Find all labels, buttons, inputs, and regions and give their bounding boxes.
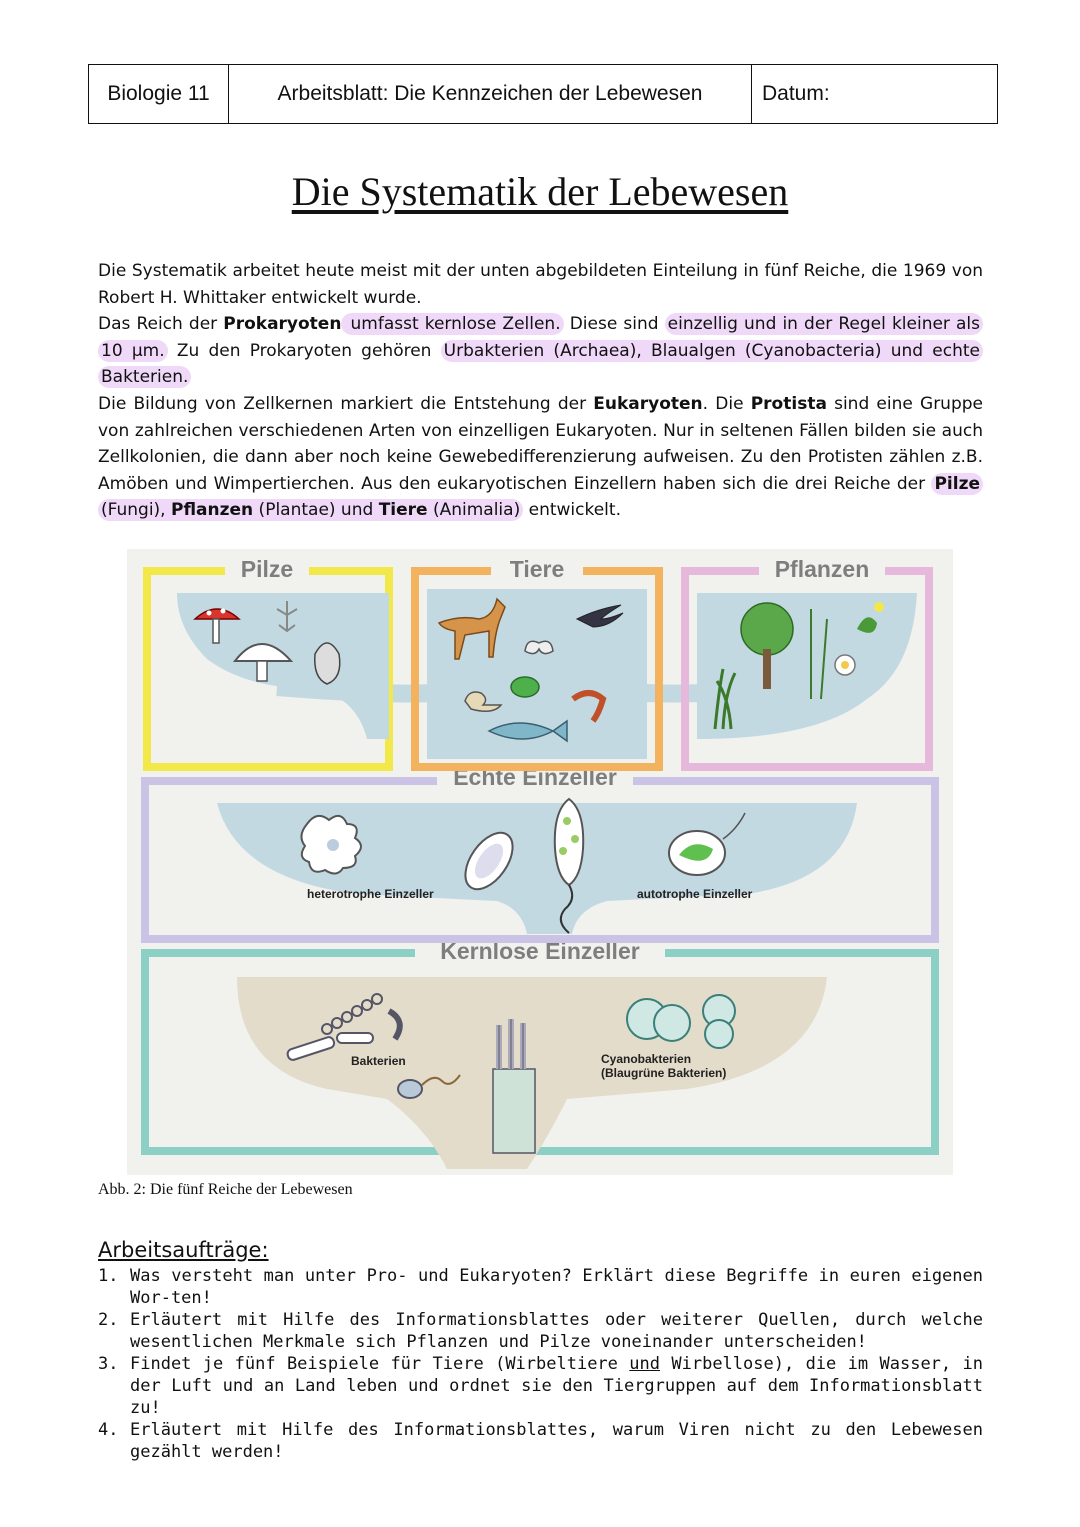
- tasks-list: [98, 1265, 983, 1463]
- term-pflanzen: Pflanzen: [170, 500, 254, 521]
- term-pilze: Pilze: [934, 473, 980, 494]
- term-eukaryoten: Eukaryoten: [593, 393, 703, 414]
- worksheet-title: Arbeitsblatt: Die Kennzeichen der Lebewesen: [277, 82, 703, 105]
- subject-cell: [89, 65, 229, 123]
- task-number: 2.: [98, 1310, 119, 1330]
- intro-paragraph-1: Die Systematik arbeitet heute meist mit der unten abgebildeten Einteilung in fünf Reiche, die 1969 von Robert H. Whittaker entwickelt wurde.: [98, 261, 983, 308]
- p2-text-1: Das Reich der: [98, 314, 224, 335]
- p2-text-2: Diese sind: [563, 314, 665, 335]
- tasks-heading: Arbeitsaufträge:: [98, 1238, 269, 1262]
- date-cell: [752, 65, 997, 123]
- task-3-part-a: Findet je fünf Beispiele für Tiere (Wirbeltiere: [130, 1354, 630, 1374]
- task-3-underlined: und: [629, 1354, 660, 1374]
- figure-caption: Abb. 2: Die fünf Reiche der Lebewesen: [98, 1181, 353, 1198]
- task-number: 3.: [98, 1354, 119, 1374]
- label-cyano-1: Cyanobakterien: [601, 1052, 692, 1066]
- page-title: Die Systematik der Lebewesen: [291, 169, 789, 214]
- p2-text-3: Zu den Prokaryoten gehören: [167, 340, 441, 361]
- p3-text-5: (Plantae) und: [253, 500, 379, 521]
- task-item: [98, 1265, 983, 1309]
- p3-text-6: (Animalia): [427, 500, 521, 521]
- task-number: 1.: [98, 1266, 119, 1286]
- term-tiere: Tiere: [378, 500, 428, 521]
- subject-text: Biologie 11: [107, 82, 210, 105]
- term-prokaryoten: Prokaryoten: [223, 314, 342, 335]
- p3-text-1: Die Bildung von Zellkernen markiert die Entstehung der: [98, 393, 594, 414]
- task-text: [130, 1353, 983, 1419]
- label-prokaryotes: Kernlose Einzeller: [440, 938, 640, 964]
- intro-text: [98, 258, 983, 524]
- label-plants: Pflanzen: [774, 556, 870, 582]
- task-3-part-b: Wirbellose), die im Wasser, in der Luft und an Land leben und ordnet sie den Tiergruppen auf dem Informationsblatt zu!: [130, 1354, 983, 1418]
- label-cyano-2: (Blaugrüne Bakterien): [601, 1066, 727, 1080]
- highlight-groups: Urbakterien (Archaea), Blaualgen (Cyanobacteria) und echte Bakterien.: [98, 340, 983, 389]
- label-fungi: Pilze: [240, 556, 294, 582]
- label-animals: Tiere: [509, 556, 565, 582]
- label-bacteria: Bakterien: [351, 1054, 406, 1068]
- task-item: [98, 1309, 983, 1353]
- task-item: [98, 1353, 983, 1419]
- task-item: [98, 1419, 983, 1463]
- label-autotrophic: autotrophe Einzeller: [637, 887, 753, 901]
- task-text: Erläutert mit Hilfe des Informationsblattes oder weiterer Quellen, durch welche wesentlichen Merkmale sich Pflanzen und Pilze voneinander unterscheiden!: [130, 1310, 983, 1352]
- term-protista: Protista: [750, 393, 827, 414]
- five-kingdoms-figure: [127, 549, 953, 1175]
- amoeba-icon: [301, 816, 361, 874]
- date-label: Datum:: [762, 82, 830, 105]
- p3-text-2: . Die: [702, 393, 751, 414]
- header-table: [88, 64, 998, 124]
- label-protists: Echte Einzeller: [453, 764, 617, 790]
- label-heterotrophic: heterotrophe Einzeller: [307, 887, 434, 901]
- worksheet-cell: [229, 65, 752, 123]
- intro-paragraph-2: [98, 311, 983, 391]
- task-number: 4.: [98, 1420, 119, 1440]
- task-text: Erläutert mit Hilfe des Informationsblattes, warum Viren nicht zu den Lebewesen gezählt werden!: [130, 1420, 983, 1462]
- p3-text-7: entwickelt.: [523, 500, 621, 521]
- p3-text-4: (Fungi),: [101, 500, 171, 521]
- highlight-kernlos: umfasst kernlose Zellen.: [341, 313, 563, 335]
- intro-paragraph-3: [98, 391, 983, 524]
- p3-text-3: sind eine Gruppe von zahlreichen verschiedenen Arten von einzelligen Eukaryoten. Nur in seltenen Fällen bilden sie auch Zellkolonien, die dann aber noch keine Gewebedifferenzierung aufweisen. Zu den Protisten zählen z.B. Amöben und Wimpertierchen. Aus den eukaryotischen Einzellern haben sich die drei Reiche der: [98, 393, 983, 494]
- highlight-einzellig: einzellig und in der Regel kleiner als 10 µm.: [98, 313, 983, 362]
- task-text: Was versteht man unter Pro- und Eukaryoten? Erklärt diese Begriffe in euren eigenen Wor-ten!: [130, 1266, 983, 1308]
